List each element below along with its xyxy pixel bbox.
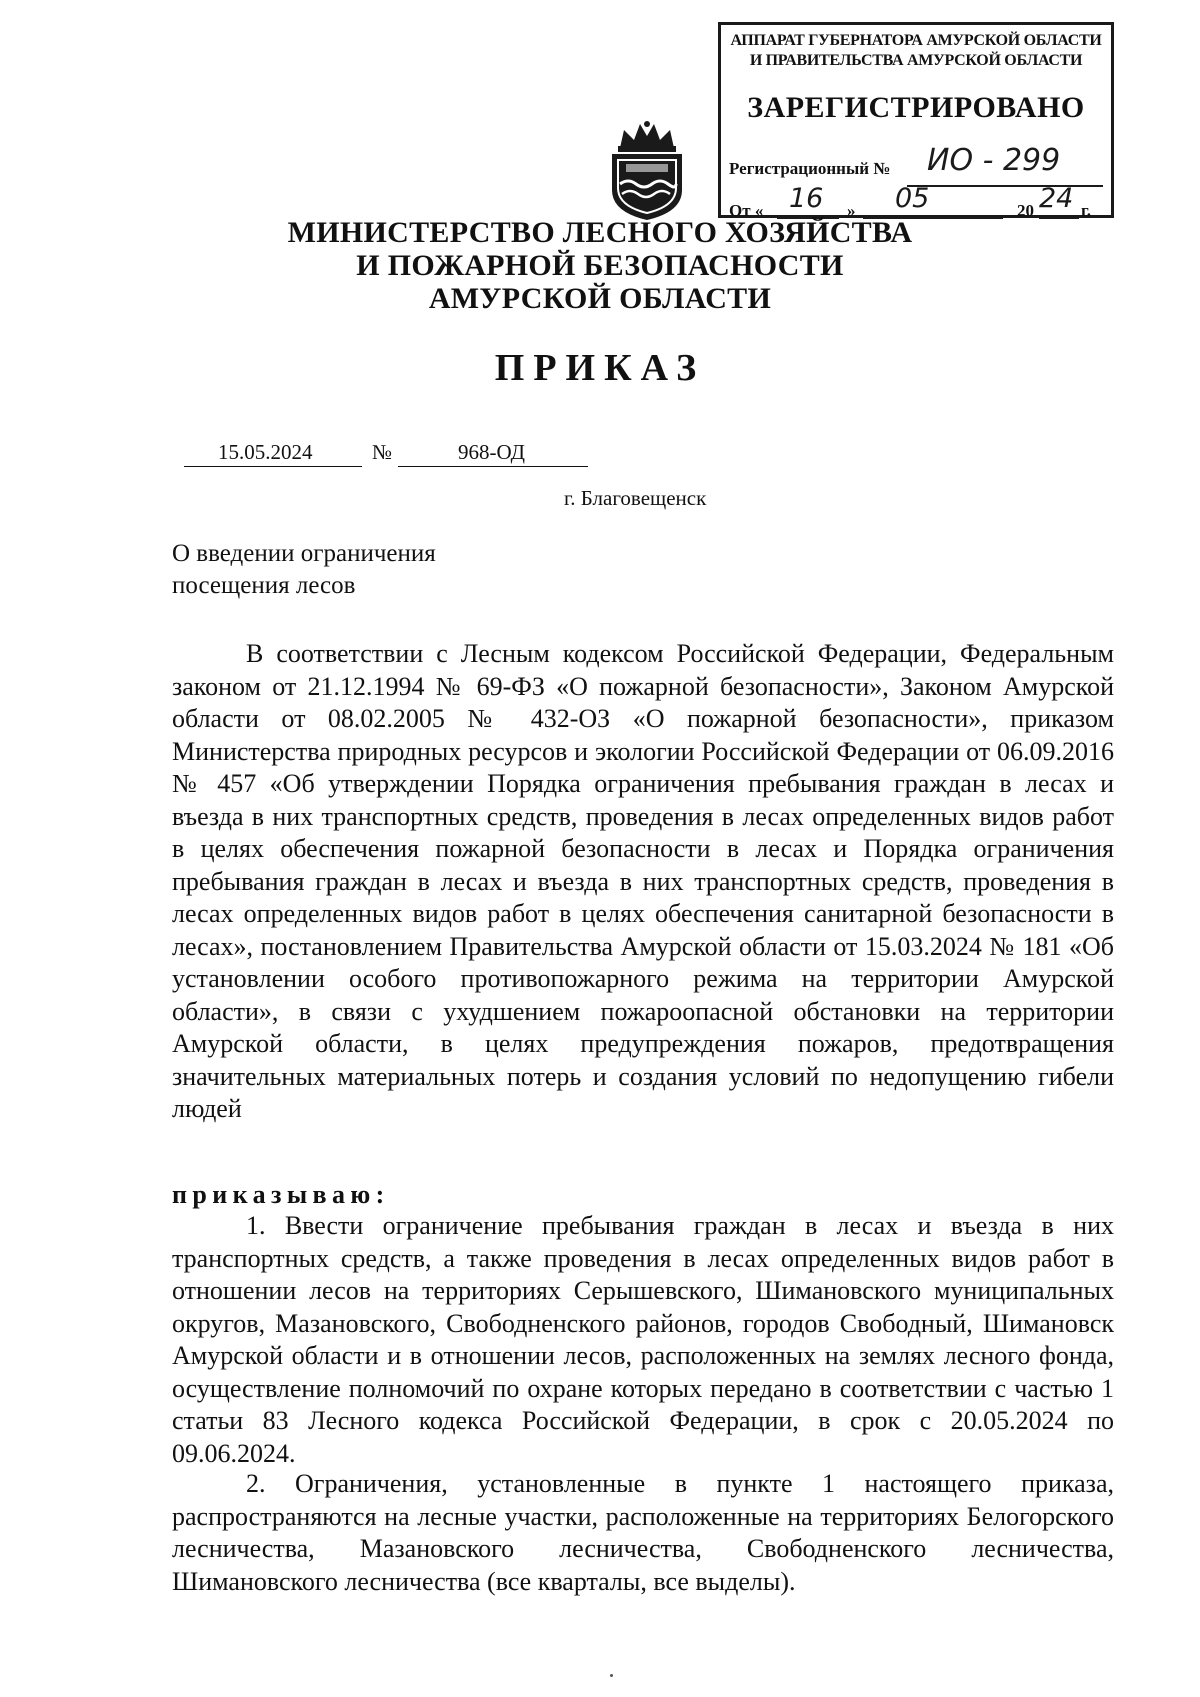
- stamp-month: 05: [895, 183, 930, 214]
- ministry-line3: АМУРСКОЙ ОБЛАСТИ: [428, 282, 772, 315]
- preamble-paragraph: В соответствии с Лесным кодексом Российской Федерации, Федеральным законом от 21.12.1994 № 69-ФЗ «О пожарной безопасности», Законом Амурской области от 08.02.2005 № 432-ОЗ «О пожарной безопасности», приказом Министерства природных ресурсов и экологии Российской Федерации от 06.09.2016 № 457 «Об утверждении Порядка ограничения пребывания граждан в лесах и въезда в них транспортных средств, проведения в лесах определенных видов работ в целях обеспечения пожарной безопасности в лесах и Порядка ограничения пребывания граждан в лесах и въезда в них транспортных средств, проведения в лесах определенных видов работ в целях обеспечения санитарной безопасности в лесах», постановлением Правительства Амурской области от 15.03.2024 № 181 «Об установлении особого противопожарного режима на территории Амурской области», в связи с ухудшением пожароопасной обстановки на территории Амурской области, в целях предупреждения пожаров, предотвращения значительных материальных потерь и создания условий по недопущению гибели людей: [172, 639, 1114, 1123]
- stamp-reg-label: Регистрационный №: [729, 159, 891, 178]
- city: г. Благовещенск: [564, 486, 707, 510]
- stamp-year-suffix: 24: [1039, 183, 1074, 214]
- stamp-reg-number: ИО - 299: [927, 143, 1061, 178]
- order-item-1: 1. Ввести ограничение пребывания граждан в лесах и въезда в них транспортных средств, а также проведения в лесах определенных видов работ в отношении лесов на территориях Серышевского, Шимановского муниципальных округов, Мазановского, Свободненского районов, городов Свободный, Шимановск Амурской области и в отношении лесов, расположенных на землях лесного фонда, осуществление полномочий по охране которых передано в соответствии с частью 1 статьи 83 Лесного кодекса Российской Федерации, в срок с 20.05.2024 по 09.06.2024.: [172, 1211, 1114, 1468]
- ministry-line1: МИНИСТЕРСТВО ЛЕСНОГО ХОЗЯЙСТВА: [287, 216, 913, 249]
- stamp-year-abbr: г.: [1081, 201, 1092, 220]
- stamp-reg-line: [907, 185, 1103, 187]
- stamp-day: 16: [789, 183, 824, 214]
- order-number-label: №: [372, 440, 393, 464]
- order-number: 968-ОД: [458, 440, 525, 464]
- stamp-from-label: От «: [729, 201, 764, 220]
- stamp-quote-close: »: [847, 201, 856, 220]
- stamp-year-prefix: 20: [1017, 201, 1034, 220]
- date-underline: [184, 466, 362, 467]
- stamp-org-line1: АППАРАТ ГУБЕРНАТОРА АМУРСКОЙ ОБЛАСТИ: [730, 32, 1102, 49]
- stamp-org-line2: И ПРАВИТЕЛЬСТВА АМУРСКОЙ ОБЛАСТИ: [749, 52, 1083, 69]
- order-date: 15.05.2024: [218, 440, 313, 464]
- subject-line1: О введении ограничения: [172, 540, 436, 567]
- order-word: приказываю:: [172, 1180, 390, 1209]
- registration-stamp: [718, 22, 1114, 218]
- subject-line2: посещения лесов: [172, 572, 356, 599]
- order-subject: [172, 538, 436, 602]
- stamp-registered: ЗАРЕГИСТРИРОВАНО: [747, 91, 1085, 124]
- ministry-line2: И ПОЖАРНОЙ БЕЗОПАСНОСТИ: [356, 249, 844, 282]
- number-underline: [398, 466, 588, 467]
- scan-speck: [610, 1674, 613, 1677]
- order-item-2: 2. Ограничения, установленные в пункте 1 настоящего приказа, распространяются на лесные участки, расположенные на территориях Белогорского лесничества, Мазановского лесничества, Свободненского лесничества, Шимановского лесничества (все кварталы, все выделы).: [172, 1469, 1114, 1596]
- amur-region-emblem-icon: [604, 118, 690, 222]
- document-type-title: ПРИКАЗ: [494, 347, 706, 389]
